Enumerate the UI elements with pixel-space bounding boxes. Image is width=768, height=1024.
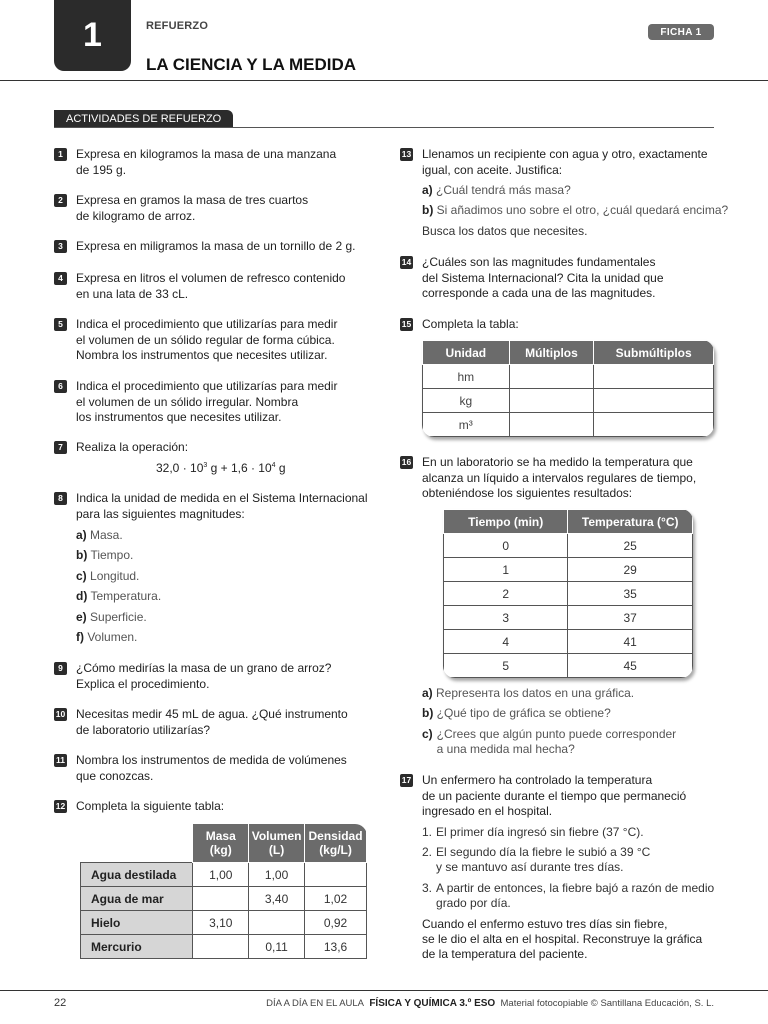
subitem: d) Temperatura.: [76, 589, 162, 603]
table-row: [444, 606, 693, 630]
table-row: [81, 887, 367, 911]
table-cell: m³: [423, 413, 510, 437]
table-corner: [81, 824, 193, 863]
activity-14: [400, 255, 720, 302]
table-cell: 5: [444, 654, 568, 678]
activity-17: [400, 773, 730, 820]
table-cell: 0,11: [249, 935, 305, 959]
table-row: [444, 630, 693, 654]
footer-credits: DÍA A DÍA EN EL AULA FÍSICA Y QUÍMICA 3.º ESO Material fotocopiable © Santillana Educación, S. L.: [266, 998, 714, 1009]
table-cell: [594, 413, 714, 437]
activity-number: 17: [400, 774, 413, 787]
activity-number: 3: [54, 240, 67, 253]
page-number: 22: [54, 997, 67, 1009]
table-cell: 0: [444, 534, 568, 558]
table-cell: 35: [568, 582, 693, 606]
section-label: ACTIVIDADES DE REFUERZO: [54, 110, 233, 128]
table-cell: [509, 413, 594, 437]
table-cell: [193, 887, 249, 911]
activity-number: 16: [400, 456, 413, 469]
section-divider: [54, 127, 714, 128]
row-label: Agua de mar: [81, 887, 193, 911]
table-cell: 13,6: [305, 935, 367, 959]
activity-text: Nombra los instrumentos de medida de volúmenes que conozcas.: [76, 753, 347, 783]
table-row: [81, 911, 367, 935]
activity-16: [400, 455, 730, 502]
activity-text: Indica el procedimiento que utilizarías para medir el volumen de un sólido regular de forma cúbica. Nombra los instrumentos que necesites utilizar.: [76, 317, 338, 362]
activity-number: 11: [54, 754, 67, 767]
activity-text: En un laboratorio se ha medido la temperatura que alcanza un líquido a intervalos regulares de tiempo, obteniéndose los siguientes resultados:: [422, 455, 697, 500]
table-header: Masa (kg): [193, 824, 249, 863]
table-cell: [594, 365, 714, 389]
activity-text: Expresa en gramos la masa de tres cuartos de kilogramo de arroz.: [76, 193, 309, 223]
activity-text: Indica la unidad de medida en el Sistema Internacional para las siguientes magnitudes:: [76, 491, 368, 521]
subitem: e) Superficie.: [76, 610, 147, 624]
table-row: [444, 534, 693, 558]
activity-11: [54, 753, 374, 784]
activity-text: Realiza la operación:: [76, 440, 189, 454]
activity-number: 2: [54, 194, 67, 207]
subitem: c) Longitud.: [76, 569, 140, 583]
activity-1: [54, 147, 374, 178]
activity-7: [54, 440, 374, 456]
table-cell: [193, 935, 249, 959]
activity-text: ¿Cuáles son las magnitudes fundamentales del Sistema Internacional? Cita la unidad que corresponde a cada una de las magnitudes.: [422, 255, 664, 300]
subitem: a) Masa.: [76, 528, 123, 542]
ficha-badge: FICHA 1: [648, 24, 714, 40]
table-cell: [509, 389, 594, 413]
page-title: LA CIENCIA Y LA MEDIDA: [146, 55, 356, 74]
table-row: [444, 654, 693, 678]
activity-2: [54, 193, 374, 224]
table-cell: [509, 365, 594, 389]
activity-number: 4: [54, 272, 67, 285]
list-item: 1. El primer día ingresó sin fiebre (37 °C).: [422, 825, 644, 839]
activity-4: [54, 271, 374, 302]
section-name: REFUERZO: [146, 20, 209, 32]
subitem: b) Si añadimos uno sobre el otro, ¿cuál quedará encima?: [422, 203, 729, 217]
activity-text: Llenamos un recipiente con agua y otro, exactamente igual, con aceite. Justifica:: [422, 147, 708, 177]
units-table: [422, 340, 714, 437]
table-cell: 1,02: [305, 887, 367, 911]
activity-text: Completa la siguiente tabla:: [76, 799, 225, 813]
activity-number: 15: [400, 318, 413, 331]
activity-number: 7: [54, 441, 67, 454]
activity-10: [54, 707, 374, 738]
activity-number: 12: [54, 800, 67, 813]
row-label: Mercurio: [81, 935, 193, 959]
activity-text: ¿Cómo medirías la masa de un grano de arroz? Explica el procedimiento.: [76, 661, 332, 691]
activity-number: 13: [400, 148, 413, 161]
subitem: b) Tiempo.: [76, 548, 134, 562]
list-item: 3. A partir de entonces, la fiebre bajó a razón de medio grado por día.: [422, 881, 715, 910]
list-item: 2. El segundo día la fiebre le subió a 39 °C y se mantuvo así durante tres días.: [422, 845, 651, 874]
activity-number: 14: [400, 256, 413, 269]
activity-number: 10: [54, 708, 67, 721]
operation-formula: $32,0 \cdot 10^3$ $g + 1,6 \cdot 10^4$ g: [156, 461, 286, 475]
table-header: Unidad: [423, 341, 510, 365]
subitem: b) ¿Qué tipo de gráfica se obtiene?: [422, 706, 611, 720]
subitem: c) ¿Crees que algún punto puede corresponder a una medida mal hecha?: [422, 727, 677, 756]
chapter-number: 1: [54, 0, 131, 71]
table-header: Temperatura (°C): [568, 510, 693, 534]
activity-8: [54, 491, 384, 522]
activity-6: [54, 379, 374, 426]
table-cell: [594, 389, 714, 413]
activity-3: [54, 239, 374, 255]
activity-text: Expresa en kilogramos la masa de una manzana de 195 g.: [76, 147, 337, 177]
table-cell: 1,00: [249, 863, 305, 887]
activity-number: 5: [54, 318, 67, 331]
table-cell: 1: [444, 558, 568, 582]
table-cell: 37: [568, 606, 693, 630]
density-table: [80, 823, 367, 959]
subitem: f) Volumen.: [76, 630, 138, 644]
table-row: [444, 582, 693, 606]
activity-text: Expresa en litros el volumen de refresco contenido en una lata de 33 cL.: [76, 271, 346, 301]
activity-number: 6: [54, 380, 67, 393]
table-cell: [249, 911, 305, 935]
table-cell: 4: [444, 630, 568, 654]
temperature-table: [443, 509, 693, 678]
table-header: Múltiplos: [509, 341, 594, 365]
table-row: [423, 365, 714, 389]
table-row: [423, 413, 714, 437]
table-header: Densidad (kg/L): [305, 824, 367, 863]
activity-12: [54, 799, 374, 815]
activity-text: Completa la tabla:: [422, 317, 519, 331]
table-row: [81, 863, 367, 887]
table-cell: 41: [568, 630, 693, 654]
activity-closing: Cuando el enfermo estuvo tres días sin fiebre, se le dio el alta en el hospital. Reconstruye la gráfica de la temperatura del paciente.: [422, 917, 703, 961]
table-cell: 2: [444, 582, 568, 606]
footer-divider: [0, 990, 768, 991]
table-header: Tiempo (min): [444, 510, 568, 534]
activity-text: Expresa en miligramos la masa de un tornillo de 2 g.: [76, 239, 356, 253]
activity-text: Necesitas medir 45 mL de agua. ¿Qué instrumento de laboratorio utilizarías?: [76, 707, 348, 737]
table-row: [423, 389, 714, 413]
table-cell: 45: [568, 654, 693, 678]
table-cell: 25: [568, 534, 693, 558]
table-cell: 3: [444, 606, 568, 630]
activity-9: [54, 661, 374, 692]
table-cell: 0,92: [305, 911, 367, 935]
activity-number: 8: [54, 492, 67, 505]
activity-number: 1: [54, 148, 67, 161]
table-header: Submúltiplos: [594, 341, 714, 365]
table-row: [81, 935, 367, 959]
activity-text: Indica el procedimiento que utilizarías para medir el volumen de un sólido irregular. Nombra los instrumentos que necesites utilizar.: [76, 379, 338, 424]
activity-text: Un enfermero ha controlado la temperatura de un paciente durante el tiempo que permaneció ingresado en el hospital.: [422, 773, 687, 818]
row-label: Agua destilada: [81, 863, 193, 887]
activity-note: Busca los datos que necesites.: [422, 224, 588, 238]
table-cell: hm: [423, 365, 510, 389]
activity-5: [54, 317, 374, 364]
subitem: a) Represента los datos en una gráfica.: [422, 686, 635, 700]
row-label: Hielo: [81, 911, 193, 935]
activity-13: [400, 147, 720, 178]
header-divider: [0, 80, 768, 81]
table-cell: 29: [568, 558, 693, 582]
table-header: Volumen (L): [249, 824, 305, 863]
table-cell: 3,10: [193, 911, 249, 935]
activity-number: 9: [54, 662, 67, 675]
table-cell: 1,00: [193, 863, 249, 887]
table-row: [444, 558, 693, 582]
activity-15: [400, 317, 720, 333]
subitem: a) ¿Cuál tendrá más masa?: [422, 183, 571, 197]
table-cell: kg: [423, 389, 510, 413]
table-cell: [305, 863, 367, 887]
table-cell: 3,40: [249, 887, 305, 911]
